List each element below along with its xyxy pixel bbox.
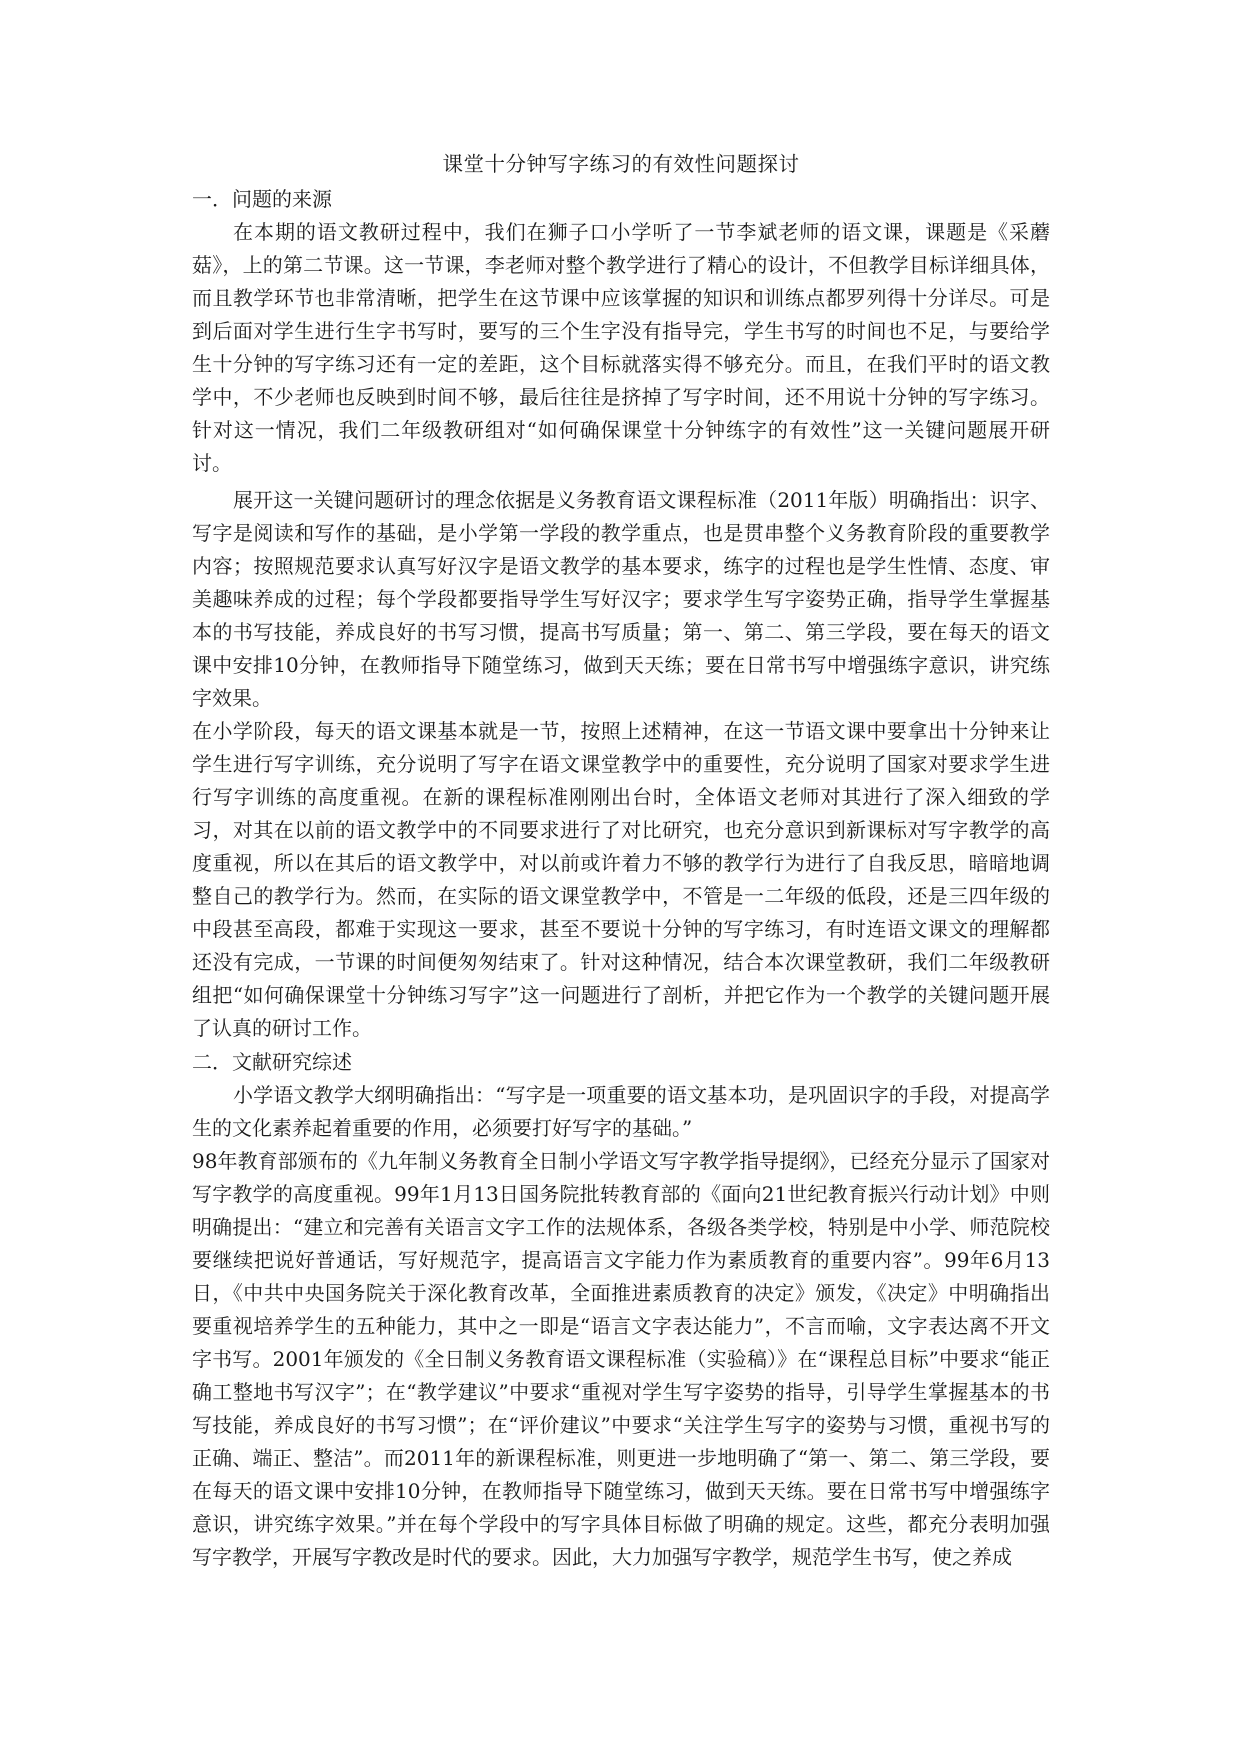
section-heading-2: 二．文献研究综述: [192, 1050, 352, 1074]
section-heading-1: 一．问题的来源: [192, 187, 332, 211]
document-title: 课堂十分钟写字练习的有效性问题探讨: [442, 152, 800, 176]
section2-paragraph-2: 98年教育部颁布的《九年制义务教育全日制小学语文写字教学指导提纲》，已经充分显示了国家对写字教学的高度重视。99年1月13日国务院批转教育部的《面向21世纪教育振兴行动计划》中则明确提出：“建立和完善有关语言文字工作的法规体系，各级各类学校，特别是中小学、师范院校要继续把说好普通话，写好规范字，提高语言文字能力作为素质教育的重要内容”。99年6月13日，《中共中央国务院关于深化教育改革，全面推进素质教育的决定》颁发，《决定》中明确指出要重视培养学生的五种能力，其中之一即是“语言文字表达能力”，不言而喻，文字表达离不开文字书写。2001年颁发的《全日制义务教育语文课程标准（实验稿）》在“课程总目标”中要求“能正确工整地书写汉字”；在“教学建议”中要求“重视对学生写字姿势的指导，引导学生掌握基本的书写技能，养成良好的书写习惯”；在“评价建议”中要求“关注学生写字的姿势与习惯，重视书写的正确、端正、整洁”。而2011年的新课程标准，则更进一步地明确了“第一、第二、第三学段，要在每天的语文课中安排10分钟，在教师指导下随堂练习，做到天天练。要在日常书写中增强练字意识，讲究练字效果。”并在每个学段中的写字具体目标做了明确的规定。这些，都充分表明加强写字教学，开展写字教改是时代的要求。因此，大力加强写字教学，规范学生书写，使之养成: [192, 1149, 1050, 1569]
section2-paragraph-1: 小学语文教学大纲明确指出：“写字是一项重要的语文基本功，是巩固识字的手段，对提高学生的文化素养起着重要的作用，必须要打好写字的基础。”: [192, 1083, 1050, 1140]
section1-paragraph-3: 在小学阶段，每天的语文课基本就是一节，按照上述精神，在这一节语文课中要拿出十分钟来让学生进行写字训练，充分说明了写字在语文课堂教学中的重要性，充分说明了国家对要求学生进行写字训练的高度重视。在新的课程标准刚刚出台时，全体语文老师对其进行了深入细致的学习，对其在以前的语文教学中的不同要求进行了对比研究，也充分意识到新课标对写字教学的高度重视，所以在其后的语文教学中，对以前或许着力不够的教学行为进行了自我反思，暗暗地调整自己的教学行为。然而，在实际的语文课堂教学中，不管是一二年级的低段，还是三四年级的中段甚至高段，都难于实现这一要求，甚至不要说十分钟的写字练习，有时连语文课文的理解都还没有完成，一节课的时间便匆匆结束了。针对这种情况，结合本次课堂教研，我们二年级教研组把“如何确保课堂十分钟练习写字”这一问题进行了剖析，并把它作为一个教学的关键问题开展了认真的研讨工作。: [192, 719, 1050, 1040]
section1-paragraph-1: 在本期的语文教研过程中，我们在狮子口小学听了一节李斌老师的语文课，课题是《采蘑菇》，上的第二节课。这一节课，李老师对整个教学进行了精心的设计，不但教学目标详细具体，而且教学环节也非常清晰，把学生在这节课中应该掌握的知识和训练点都罗列得十分详尽。可是到后面对学生进行生字书写时，要写的三个生字没有指导完，学生书写的时间也不足，与要给学生十分钟的写字练习还有一定的差距，这个目标就落实得不够充分。而且，在我们平时的语文教学中，不少老师也反映到时间不够，最后往往是挤掉了写字时间，还不用说十分钟的写字练习。针对这一情况，我们二年级教研组对“如何确保课堂十分钟练字的有效性”这一关键问题展开研讨。: [192, 220, 1050, 475]
document-page: [192, 146, 1050, 1574]
section1-paragraph-2: 展开这一关键问题研讨的理念依据是义务教育语文课程标准（2011年版）明确指出：识字、写字是阅读和写作的基础，是小学第一学段的教学重点，也是贯串整个义务教育阶段的重要教学内容；按照规范要求认真写好汉字是语文教学的基本要求，练字的过程也是学生性情、态度、审美趣味养成的过程；每个学段都要指导学生写好汉字；要求学生写字姿势正确，指导学生掌握基本的书写技能，养成良好的书写习惯，提高书写质量；第一、第二、第三学段，要在每天的语文课中安排10分钟，在教师指导下随堂练习，做到天天练；要在日常书写中增强练字意识，讲究练字效果。: [192, 488, 1050, 710]
